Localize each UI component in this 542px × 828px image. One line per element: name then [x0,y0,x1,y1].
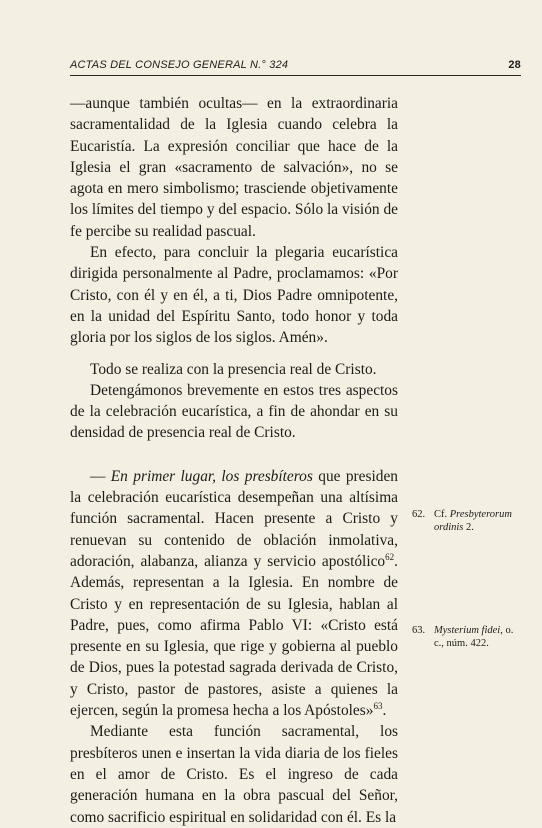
footnote-62-text [434,508,514,534]
paragraph-4: Detengámonos brevemente en estos tres aspectos de la celebración eucarística, a fin de ahondar en su densidad de presencia real de Cristo. [70,381,398,442]
paragraph-5-text-c: . [382,702,387,720]
footnote-63-text [434,624,514,650]
paragraph-5-text-a: que presiden la celebración eucarística desempeñan una altísima función sacramental. Hacen presente a Cristo y renuevan su contenido de oblación inmolativa, adoración, alabanza, alianza y servicio apostólico [70,467,398,570]
footnote-63-suffix: , o. c., núm. 422. [434,625,514,649]
paragraph-2: En efecto, para concluir la plegaria eucarística dirigida personalmente al Padre, proclamamos: «Por Cristo, con él y en él, a ti, Dios Padre omnipotente, en la unidad del Espíritu Santo, todo honor y toda gloria por los siglos de los siglos. Amén». [70,244,398,347]
main-text [70,93,398,828]
paragraph-5-text-b: . Además, representan a la Iglesia. En nombre de Cristo y en representación de su Iglesia, hablan al Padre, pues, como afirma Pablo VI: «Cristo está presente en su Iglesia, que rige y gobierna al pueblo de Dios, pues la potestad sagrada derivada de Cristo, y Cristo, pastor de pastores, asiste a quienes la ejercen, según la promesa hecha a los Apóstoles» [70,552,398,720]
page-number: 28 [508,59,521,71]
footnote-62-title: Presbyterorum ordinis [434,509,512,533]
paragraph-6: Mediante esta función sacramental, los presbíteros unen e insertan la vida diaria de los fieles en el amor de Cristo. Es el ingreso de cada generación humana en la obra pascual del Señor, como sacrificio espiritual en solidaridad con él. Es la [70,723,398,826]
paragraph-1: —aunque también ocultas— en la extraordinaria sacramentalidad de la Iglesia cuando celebra la Eucaristía. La expresión conciliar que hace de la Iglesia el gran «sacramento de salvación», no se agota en mero simbolismo; trasciende objetivamente los límites del tiempo y del espacio. Sólo la visión de fe percibe su realidad pascual. [70,95,398,240]
footnote-62-prefix: Cf. [434,509,450,520]
paragraph-5 [70,466,398,722]
footnote-ref-62: 62 [385,551,395,562]
publication-title: ACTAS DEL CONSEJO GENERAL N.° 324 [70,59,289,71]
running-header [70,57,521,76]
footnote-63-title: Mysterium fidei [434,625,501,636]
paragraph-3: Todo se realiza con la presencia real de Cristo. [90,360,377,378]
dash: — [90,467,111,485]
footnote-62-suffix: 2. [463,522,474,533]
footnote-62-number: 62. [412,509,426,520]
footnote-63-number: 63. [412,625,426,636]
emphasis-first-place: En primer lugar, los presbíteros [110,467,313,485]
footnote-ref-63: 63 [373,701,383,712]
